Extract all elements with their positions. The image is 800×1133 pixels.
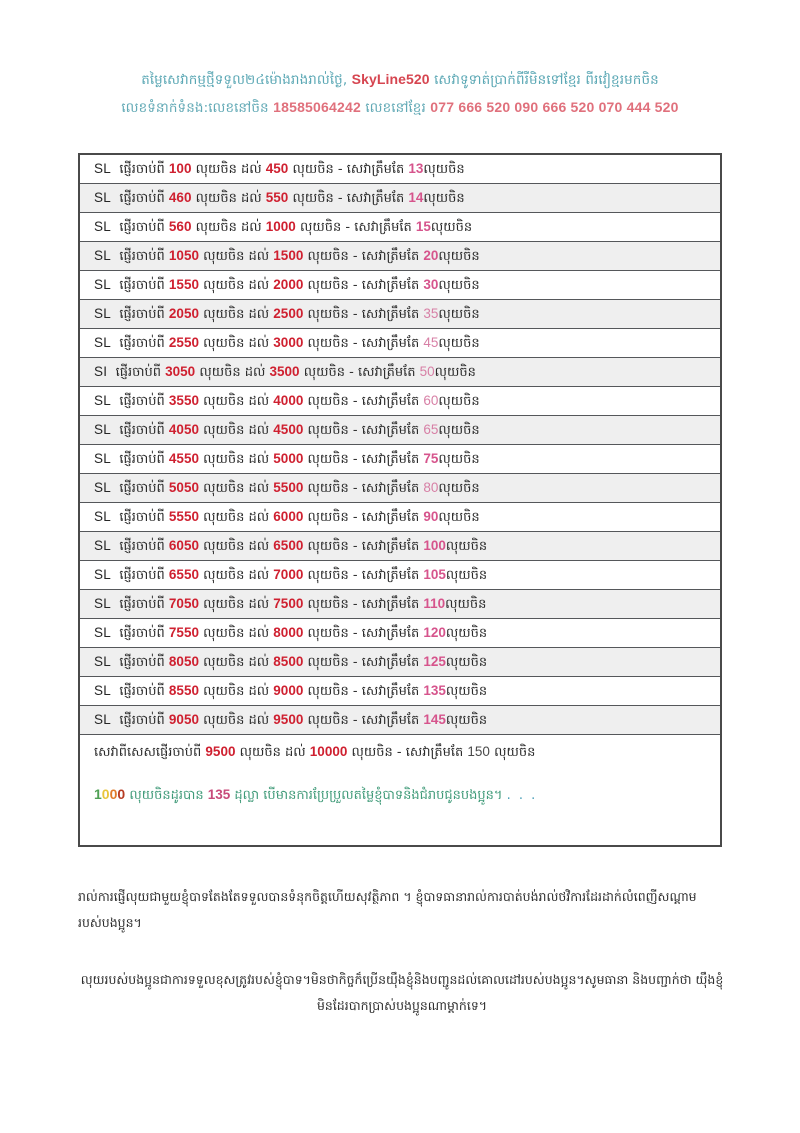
row-unit-label-to: លុយចិន [303,365,345,380]
row-prefix-label: SL [94,654,112,669]
note-trailing-dots: . . . [506,788,538,803]
row-from-label: ផ្ញើរចាប់ពី [119,713,165,728]
row-separator-dash: - [352,452,358,467]
row-unit-label-from: លុយចិន [203,539,245,554]
row-fee-label: សេវាត្រឹមតែ [361,539,420,554]
row-fee-amount: 120 [423,625,446,640]
row-unit-label-to: លុយចិន [307,655,349,670]
row-to-label: ដល់ [248,423,270,438]
row-amount-to: 5000 [273,451,304,466]
special-row-content [94,745,535,759]
row-fee-label: សេវាត្រឹមតែ [361,481,420,496]
row-unit-label-from: លុយចិន [203,307,245,322]
table-row [80,561,720,590]
row-fee-label: សេវាត្រឹមតែ [361,307,420,322]
row-fee-label: សេវាត្រឹមតែ [361,452,420,467]
rate-row-content [94,655,487,669]
row-unit-label-fee: លុយចិន [445,539,488,554]
rate-row-content [94,481,480,495]
row-from-label: ផ្ញើរចាប់ពី [119,626,165,641]
row-amount-from: 4050 [168,422,199,437]
rate-row-content [94,713,487,727]
rate-row-content [94,162,465,176]
note-amount-digit-2: 0 [101,786,110,802]
rate-row-content [94,684,487,698]
row-unit-label-fee: លុយចិន [438,423,480,438]
table-row [80,648,720,677]
row-prefix-label: SL [94,248,112,263]
row-fee-amount: 100 [423,538,446,553]
row-separator-dash: - [352,684,358,699]
row-unit-label-from: លុយចិន [199,365,241,380]
table-row-special [80,735,720,769]
row-unit-label-to: លុយចិន [307,713,349,728]
table-row [80,474,720,503]
row-unit-label-from: លុយចិន [203,510,245,525]
row-unit-label-from: លុយចិន [203,568,245,583]
row-amount-from: 7550 [168,625,199,640]
row-unit-label-to: លុយចិន [299,220,342,235]
row-separator-dash: - [352,278,358,293]
row-prefix-label: SL [94,277,112,292]
phone-cambodia[interactable]: 077 666 520 090 666 520 070 444 520 [430,98,679,115]
header-line-1 [0,66,800,94]
rate-row-content [94,307,480,321]
row-unit-label-to: លុយចិន [307,452,349,467]
note-amount-digit-4: 0 [117,786,126,802]
row-fee-amount: 35 [423,306,439,321]
row-amount-from: 7050 [168,596,199,611]
row-separator-dash: - [352,539,358,554]
row-amount-to: 7500 [273,596,304,611]
row-from-label: ផ្ញើរចាប់ពី [119,655,165,670]
row-fee-amount: 60 [423,393,439,408]
row-fee-label: សេវាត្រឹមតែ [361,249,420,264]
row-from-label: ផ្ញើរចាប់ពី [119,597,165,612]
row-fee-label: សេវាត្រឹមតែ [361,510,420,525]
special-row-to-label: ដល់ [285,745,306,760]
table-row [80,503,720,532]
row-unit-label-from: លុយចិន [203,336,245,351]
row-amount-to: 3000 [273,335,304,350]
table-row [80,387,720,416]
row-amount-from: 4550 [168,451,199,466]
table-row [80,677,720,706]
row-unit-label-from: លុយចិន [203,423,245,438]
row-to-label: ដល់ [248,278,270,293]
row-unit-label-fee: លុយចិន [423,191,465,206]
row-separator-dash: - [352,307,358,322]
row-from-label: ផ្ញើរចាប់ពី [119,684,165,699]
row-to-label: ដល់ [248,568,270,583]
row-from-label: ផ្ញើរចាប់ពី [119,162,165,177]
row-unit-label-to: លុយចិន [307,307,349,322]
table-row [80,184,720,213]
row-from-label: ផ្ញើរចាប់ពី [119,336,165,351]
row-fee-amount: 135 [423,683,446,698]
row-unit-label-to: លុយចិន [292,191,334,206]
footer-paragraph-1: រាល់ការផ្ញើលុយជាមួយខ្ញុំបាទតែងតែទទួលបានទំនុកចិត្តហើយសុវត្ថិភាព ។ ខ្ញុំបាទធានារាល់ការបាត់បង់រាល់ថវិការដែរដាក់លំពេញីសណ្ដាមរបស់បងប្អូន។ [78,889,697,931]
row-amount-from: 2550 [168,335,199,350]
row-separator-dash: - [345,220,351,235]
row-from-label: ផ្ញើរចាប់ពី [119,481,165,496]
special-row-fee-amount: 150 [467,744,490,759]
row-to-label: ដល់ [241,220,262,235]
row-fee-amount: 13 [408,161,424,176]
rate-row-content [94,568,487,582]
row-prefix-label: SL [94,335,112,350]
row-prefix-label: SL [94,480,112,495]
row-prefix-label: SL [94,161,112,176]
row-fee-label: សេវាត្រឹមតែ [361,597,420,612]
row-amount-to: 1500 [273,248,304,263]
row-fee-amount: 90 [423,509,439,524]
header-service-text: តម្លៃសេវាកម្មថ្មីទទួល២៤ម៉ោងរាងរាល់ថ្ងៃ, [141,72,348,88]
row-unit-label-to: លុយចិន [292,162,334,177]
row-unit-label-to: លុយចិន [307,539,349,554]
row-prefix-label: SL [94,712,112,727]
row-amount-from: 560 [168,219,192,234]
row-from-label: ផ្ញើរចាប់ពី [119,452,165,467]
rate-row-content [94,597,486,611]
row-amount-from: 8550 [168,683,199,698]
row-unit-label-fee: លុយចិន [445,713,488,728]
row-amount-from: 6050 [168,538,199,553]
row-from-label: ផ្ញើរចាប់ពី [119,278,165,293]
row-fee-label: សេវាត្រឹមតែ [361,423,420,438]
rate-row-content [94,278,480,292]
row-amount-to: 7000 [273,567,304,582]
row-unit-label-to: លុយចិន [307,394,349,409]
row-to-label: ដល់ [248,510,270,525]
row-fee-label: សេវាត្រឹមតែ [361,655,420,670]
row-to-label: ដល់ [244,365,266,380]
row-to-label: ដល់ [248,655,270,670]
row-amount-to: 5500 [273,480,304,495]
row-to-label: ដល់ [248,626,270,641]
row-from-label: ផ្ញើរចាប់ពី [119,249,165,264]
row-unit-label-from: លុយចិន [203,481,245,496]
row-unit-label-from: លុយចិន [195,191,237,206]
row-fee-amount: 15 [415,219,431,234]
row-separator-dash: - [352,249,358,264]
special-row-fee-label: សេវាត្រឹមតែ [405,745,464,760]
row-from-label: ផ្ញើរចាប់ពី [119,191,165,206]
row-fee-amount: 30 [423,277,439,292]
row-to-label: ដល់ [248,452,270,467]
row-amount-from: 1550 [168,277,199,292]
table-row [80,416,720,445]
row-to-label: ដល់ [248,597,270,612]
contact-label-khmer: លេខនៅខ្មែរ [365,99,426,116]
row-from-label: ផ្ញើរចាប់ពី [119,568,165,583]
row-fee-label: សេវាត្រឹមតែ [361,684,420,699]
row-prefix-label: SL [94,625,112,640]
row-unit-label-fee: លុយចិន [438,336,480,351]
table-row [80,213,720,242]
row-to-label: ដល់ [248,684,270,699]
row-prefix-label: SL [94,219,112,234]
row-fee-label: សេវាត្រឹមតែ [346,191,405,206]
row-separator-dash: - [352,626,358,641]
row-unit-label-fee: លុយចិន [423,162,465,177]
row-unit-label-fee: លុយចិន [438,481,480,496]
table-row [80,271,720,300]
rate-row-content [94,336,480,350]
row-amount-from: 9050 [168,712,199,727]
row-unit-label-to: លុយចិន [307,423,349,438]
row-unit-label-from: លុយចិន [203,626,245,641]
row-amount-from: 1050 [168,248,199,263]
table-row [80,706,720,735]
table-row [80,242,720,271]
row-amount-to: 1000 [265,219,296,234]
row-amount-to: 6500 [273,538,304,553]
table-row [80,445,720,474]
row-from-label: ផ្ញើរចាប់ពី [119,539,165,554]
row-prefix-label: SL [94,509,112,524]
row-fee-amount: 14 [408,190,424,205]
rate-row-content [94,510,480,524]
table-row [80,358,720,387]
row-amount-to: 4000 [273,393,304,408]
row-amount-from: 100 [168,161,192,176]
row-amount-from: 3050 [165,364,196,379]
row-separator-dash: - [352,713,358,728]
footer-text-block [78,884,726,1019]
row-fee-label: សេវាត្រឹមតែ [361,336,420,351]
row-amount-to: 2000 [273,277,304,292]
row-prefix-label: SL [94,190,112,205]
row-prefix-label: SI [94,364,108,379]
row-fee-label: សេវាត្រឹមតែ [361,278,420,293]
special-row-unit-from: លុយចិន [239,745,281,760]
row-amount-to: 9000 [273,683,304,698]
rate-table [78,153,722,847]
row-unit-label-fee: លុយចិន [445,568,488,583]
row-prefix-label: SL [94,567,112,582]
row-fee-label: សេវាត្រឹមតែ [361,568,420,583]
row-fee-amount: 105 [423,567,446,582]
row-unit-label-to: លុយចិន [307,597,349,612]
row-separator-dash: - [352,336,358,351]
row-fee-label: សេវាត្រឹមតែ [357,365,416,380]
row-to-label: ដល់ [248,713,270,728]
row-from-label: ផ្ញើរចាប់ពី [115,365,162,380]
row-amount-from: 6550 [168,567,199,582]
row-from-label: ផ្ញើរចាប់ពី [119,307,165,322]
row-unit-label-from: លុយចិន [203,278,245,293]
row-amount-to: 2500 [273,306,304,321]
row-unit-label-to: លុយចិន [307,336,349,351]
row-prefix-label: SL [94,422,112,437]
row-from-label: ផ្ញើរចាប់ពី [119,510,165,525]
row-from-label: ផ្ញើរចាប់ពី [119,394,165,409]
row-unit-label-fee: លុយចិន [438,249,480,264]
row-unit-label-fee: លុយចិន [438,452,480,467]
contact-label: លេខទំនាក់ទំនង:លេខនៅចិន [121,99,269,116]
row-unit-label-fee: លុយចិន [438,394,480,409]
row-from-label: ផ្ញើរចាប់ពី [119,423,165,438]
row-unit-label-to: លុយចិន [307,684,349,699]
row-amount-to: 3500 [269,364,300,379]
row-unit-label-from: លុយចិន [203,249,245,264]
row-fee-label: សេវាត្រឹមតែ [361,626,420,641]
row-unit-label-fee: លុយចិន [438,278,480,293]
rate-row-content [94,423,480,437]
special-row-dash: - [396,745,402,760]
row-unit-label-fee: លុយចិន [438,510,480,525]
table-row [80,619,720,648]
row-prefix-label: SL [94,393,112,408]
row-to-label: ដល់ [248,336,270,351]
row-separator-dash: - [352,510,358,525]
row-unit-label-to: លុយចិន [307,626,349,641]
row-fee-amount: 125 [423,654,446,669]
row-unit-label-fee: លុយចិន [445,684,488,699]
note-exchange-rate: 135 [207,787,231,802]
exchange-rate-note-row [80,769,720,845]
rate-row-content [94,191,465,205]
row-fee-label: សេវាត្រឹមតែ [354,220,412,235]
row-unit-label-fee: លុយចិន [438,307,480,322]
table-row [80,329,720,358]
row-unit-label-to: លុយចិន [307,249,349,264]
row-fee-label: សេវាត្រឹមតែ [361,394,420,409]
row-amount-from: 8050 [168,654,199,669]
row-unit-label-to: លុយចិន [307,481,349,496]
row-from-label: ផ្ញើរចាប់ពី [119,220,165,235]
row-to-label: ដល់ [248,481,270,496]
brand-name: SkyLine520 [351,71,430,87]
row-separator-dash: - [352,597,358,612]
row-separator-dash: - [337,162,343,177]
row-amount-from: 5050 [168,480,199,495]
header-line-2 [0,94,800,122]
row-to-label: ដល់ [248,307,270,322]
row-unit-label-fee: លុយចិន [445,655,488,670]
header-service-text-2: សេវាទូទាត់ប្រាក់ពីរឺមិនទៅខ្មែរ ពីរវៀខ្មរមកចិន [434,72,659,88]
row-unit-label-from: លុយចិន [203,655,245,670]
row-fee-amount: 75 [423,451,439,466]
row-separator-dash: - [352,423,358,438]
note-middle-text: លុយចិនដូរបាន [129,788,204,803]
row-amount-from: 5550 [168,509,199,524]
note-end-text: ដុល្លា បើមានការប្រែប្រួលតម្លៃខ្ញុំបាទនិងជំរាបជូនបងប្អូន។ [234,788,503,803]
rate-row-content [94,249,480,263]
note-amount-digit-3: 0 [109,786,118,802]
row-unit-label-from: លុយចិន [203,684,245,699]
row-fee-amount: 45 [423,335,439,350]
row-unit-label-fee: លុយចិន [434,365,476,380]
row-unit-label-from: លុយចិន [195,162,237,177]
rate-row-content [94,626,487,640]
special-row-unit-to: លុយចិន [351,745,393,760]
row-fee-label: សេវាត្រឹមតែ [361,713,420,728]
row-unit-label-from: លុយចិន [195,220,237,235]
special-row-unit-fee: លុយចិន [494,745,536,760]
row-fee-amount: 65 [423,422,439,437]
row-separator-dash: - [349,365,354,380]
table-row [80,155,720,184]
row-separator-dash: - [352,568,358,583]
table-row [80,532,720,561]
row-prefix-label: SL [94,306,112,321]
rate-row-content [94,365,476,379]
special-row-amount-from: 9500 [205,744,236,759]
rate-row-content [94,394,480,408]
row-unit-label-to: លុយចិន [307,510,349,525]
rate-row-content [94,220,472,234]
row-fee-amount: 110 [423,596,446,611]
footer-paragraph-2: លុយរបស់បងប្អូនជាការទទួលខុសត្រូវរបស់ខ្ញុំបាទ។មិនថាកិច្ចក៏ប្រើនយ៉ឹងខ្ញុំនិងបញ្ជូនដល់គោលដៅរបស់បងប្អូន។សូមធានា និងបញ្ជាក់ថា យ៉ឹងខ្ញុំមិនដែរបាកប្រាស់បងប្អូនណាម្ដាក់ទេ។ [80,971,724,1013]
row-amount-from: 460 [168,190,192,205]
row-prefix-label: SL [94,538,112,553]
row-to-label: ដល់ [241,191,262,206]
row-unit-label-from: លុយចិន [203,394,245,409]
row-unit-label-to: លុយចិន [307,278,349,293]
row-amount-to: 8500 [273,654,304,669]
rate-row-content [94,452,480,466]
row-fee-amount: 145 [423,712,446,727]
row-unit-label-fee: លុយចិន [445,597,487,612]
row-separator-dash: - [352,655,358,670]
row-fee-amount: 80 [423,480,439,495]
row-to-label: ដល់ [248,539,270,554]
row-amount-to: 550 [265,190,289,205]
row-prefix-label: SL [94,683,112,698]
row-amount-from: 2050 [168,306,199,321]
rate-row-content [94,539,487,553]
header-banner [0,66,800,121]
special-row-lead-label: សេវាពីសេសផ្ញើរចាប់ពី [94,745,202,760]
table-row [80,300,720,329]
phone-china[interactable]: 18585064242 [273,98,361,115]
row-prefix-label: SL [94,451,112,466]
row-separator-dash: - [337,191,343,206]
row-unit-label-to: លុយចិន [307,568,349,583]
row-amount-to: 8000 [273,625,304,640]
row-unit-label-fee: លុយចិន [445,626,488,641]
row-unit-label-from: លុយចិន [203,452,245,467]
table-row [80,590,720,619]
row-fee-label: សេវាត្រឹមតែ [346,162,405,177]
row-amount-from: 3550 [168,393,199,408]
row-fee-amount: 50 [419,364,435,379]
row-amount-to: 4500 [273,422,304,437]
row-prefix-label: SL [94,596,112,611]
note-amount-digit-1: 1 [94,786,102,802]
row-amount-to: 6000 [273,509,304,524]
exchange-rate-note-content [94,787,537,802]
row-to-label: ដល់ [248,394,270,409]
row-to-label: ដល់ [241,162,262,177]
row-unit-label-from: លុយចិន [203,597,245,612]
row-amount-to: 9500 [273,712,304,727]
row-separator-dash: - [352,394,358,409]
row-fee-amount: 20 [423,248,439,263]
row-unit-label-from: លុយចិន [203,713,245,728]
row-to-label: ដល់ [248,249,270,264]
special-row-amount-to: 10000 [309,744,348,759]
row-unit-label-fee: លុយចិន [430,220,473,235]
row-separator-dash: - [352,481,358,496]
row-amount-to: 450 [265,161,289,176]
